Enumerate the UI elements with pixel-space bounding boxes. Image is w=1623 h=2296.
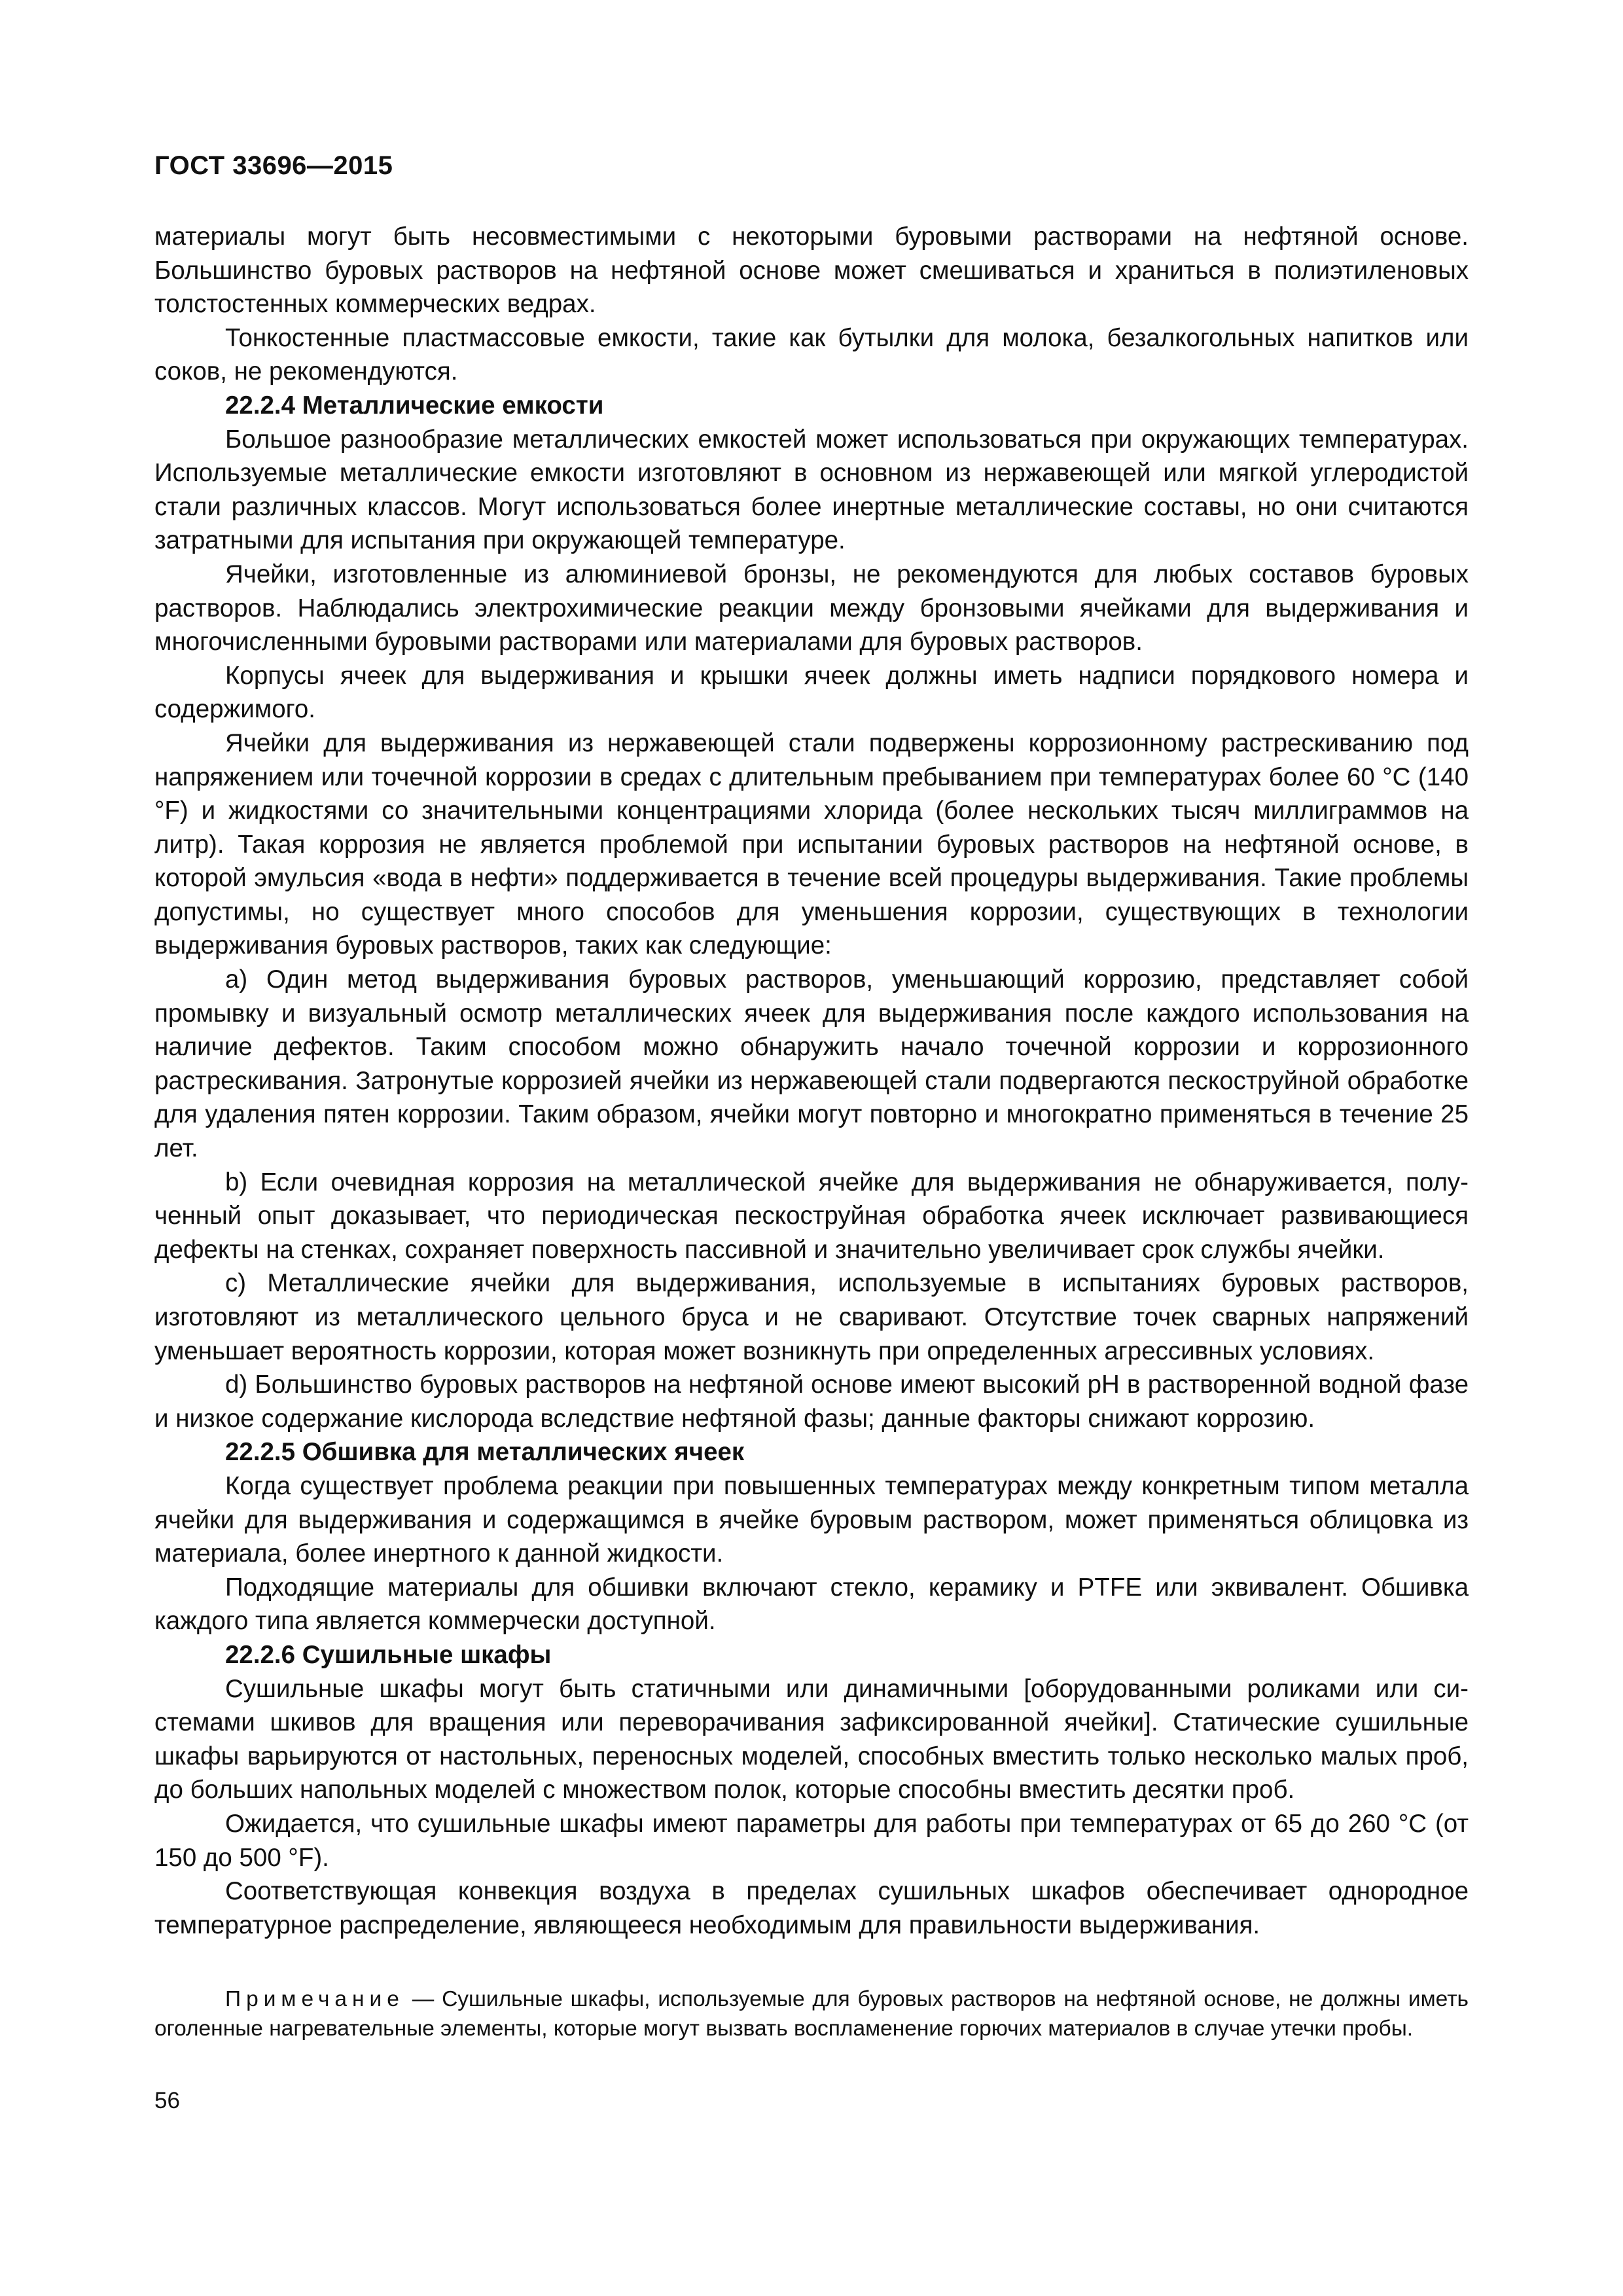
note [154, 1984, 1469, 2043]
list-item-a: a) Один метод выдерживания буровых растворов, уменьшающий коррозию, представляет собой промывку и визуальный осмотр металлических ячеек для выдерживания после каждого использования на наличие дефектов. Таким способом можно обнаружить начало точечной коррозии и коррозионного растрескивания. Затронутые коррозией ячейки из нержавеющей стали подвергаются пескоструйной обработке для удаления пятен коррозии. Таким образом, ячейки могут повторно и многократно применяться в течение 25 лет. [154, 965, 1469, 1163]
paragraph: Большое разнообразие металлических емкостей может использоваться при окружающих температурах. Используемые металлические емкости изготовляют в основном из нержавеющей или мягкой углеродистой стали различных классов. Могут использоваться более инертные металлические составы, но они считаются затратными для испытания при окружающей температуре. [154, 425, 1469, 555]
paragraph: Сушильные шкафы могут быть статичными или динамичными [оборудованными роликами или системами шкивов для вращения или переворачивания зафиксированной ячейки]. Статические сушильные шкафы варьируются от настольных, переносных моделей, способных вместить только несколько малых проб, до больших напольных моделей с множеством полок, которые способны вместить десятки проб. [154, 1674, 1469, 1804]
section-heading-22-2-4: 22.2.4 Металлические емкости [225, 391, 604, 420]
paragraph: Соответствующая конвекция воздуха в пределах сушильных шкафов обеспечивает однородное температурное распределение, являющееся необходимым для правильности выдерживания. [154, 1877, 1469, 1939]
list-item-b: b) Если очевидная коррозия на металлической ячейке для выдерживания не обнаруживается, полученный опыт доказывает, что периодическая пескоструйная обработка ячеек исключает развивающиеся дефекты на стенках, сохраняет поверхность пассивной и значительно увеличивает срок службы ячейки. [154, 1168, 1469, 1264]
section-heading-22-2-5: 22.2.5 Обшивка для металлических ячеек [225, 1438, 745, 1467]
paragraph: Подходящие материалы для обшивки включают стекло, керамику и PTFE или эквивалент. Обшивка каждого типа является коммерчески доступной. [154, 1573, 1469, 1636]
list-item-d: d) Большинство буровых растворов на нефтяной основе имеют высокий pH в растворенной водной фазе и низкое содержание кислорода вследствие нефтяной фазы; данные факторы снижают коррозию. [154, 1371, 1469, 1433]
document-code: ГОСТ 33696—2015 [154, 151, 393, 180]
body-text [154, 220, 1469, 1942]
note-label: Примечание [225, 1987, 404, 2011]
paragraph: Когда существует проблема реакции при повышенных температурах между конкретным типом металла ячейки для выдерживания и содержащимся в ячейке буровым раствором, может применяться облицовка из материала, более инертного к данной жидкости. [154, 1471, 1469, 1568]
paragraph-continued: материалы могут быть несовместимыми с некоторыми буровыми растворами на нефтяной основе. Большинство буровых растворов на нефтяной основе может смешиваться и храниться в полиэтиленовых толстостенных коммерческих ведрах. [154, 223, 1469, 319]
section-heading-22-2-6: 22.2.6 Сушильные шкафы [225, 1640, 552, 1669]
paragraph: Ожидается, что сушильные шкафы имеют параметры для работы при температурах от 65 до 260 °С (от 150 до 500 °F). [154, 1809, 1469, 1872]
list-item-c: c) Металлические ячейки для выдерживания, используемые в испытаниях буровых растворов, изготовляют из металлического цельного бруса и не сваривают. Отсутствие точек сварных напряжений уменьшает вероятность коррозии, которая может возникнуть при определенных агрессивных условиях. [154, 1269, 1469, 1365]
note-text: — Сушильные шкафы, используемые для буровых растворов на нефтяной основе, не должны иметь оголенные нагревательные элементы, которые могут вызвать воспламенение горючих материалов в случае утечки пробы. [154, 1987, 1469, 2041]
paragraph: Ячейки для выдерживания из нержавеющей стали подвержены коррозионному растрескиванию под напряжением или точечной коррозии в средах с длительным пребыванием при температурах более 60 °С (140 °F) и жидкостями со значительными концентрациями хлорида (более нескольких тысяч миллиграммов на литр). Такая коррозия не является проблемой при испытании буровых растворов на нефтяной основе, в которой эмульсия «вода в нефти» поддерживается в течение всей процедуры выдерживания. Такие проблемы допустимы, но существует много способов для уменьшения коррозии, существующих в технологии выдерживания буровых растворов, таких как следующие: [154, 728, 1469, 960]
paragraph: Корпусы ячеек для выдерживания и крышки ячеек должны иметь надписи порядкового номера и содержимого. [154, 661, 1469, 724]
paragraph: Тонкостенные пластмассовые емкости, такие как бутылки для молока, безалкогольных напитков или соков, не рекомендуются. [154, 323, 1469, 386]
paragraph: Ячейки, изготовленные из алюминиевой бронзы, не рекомендуются для любых составов буровых растворов. Наблюдались электрохимические реакции между бронзовыми ячейками для выдерживания и многочисленными буровыми растворами или материалами для буровых растворов. [154, 560, 1469, 656]
page-number: 56 [154, 2088, 180, 2113]
